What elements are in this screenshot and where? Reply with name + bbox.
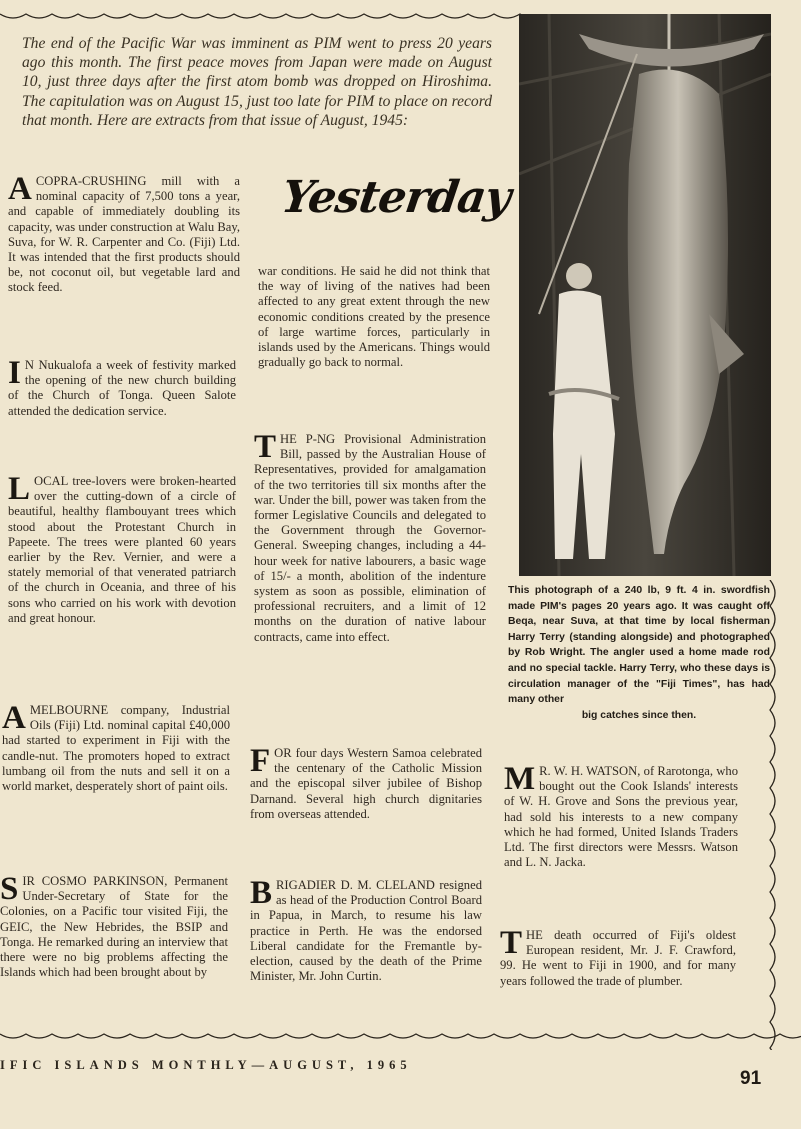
section-heading: Yesterday bbox=[278, 172, 514, 223]
article-text: MELBOURNE company, Industrial Oils (Fiji) Ltd. nominal capital £40,000 had started to experiment in Fiji with the candle-nut. The promoters hoped to extract lumbang oil from the nuts and sell it on a world market, desperately short of paint oils. bbox=[2, 703, 230, 794]
drop-cap: L bbox=[8, 471, 31, 507]
swordfish-photo bbox=[519, 14, 771, 576]
article-text: R. W. H. WATSON, of Rarotonga, who bought out the Cook Islands' interests of W. H. Grove and Sons the previous year, had sold his interests to a new company which he had formed, United Islands Traders Ltd. The first directors were Messrs. Watson and L. N. Jacka. bbox=[504, 764, 738, 870]
bottom-wave-rule bbox=[0, 1026, 801, 1042]
drop-cap: A bbox=[2, 700, 26, 736]
article-text: N Nukualofa a week of festivity marked the opening of the new church building of the Church of Tonga. Queen Salote attended the dedication service. bbox=[8, 358, 236, 418]
drop-cap: B bbox=[250, 875, 273, 911]
drop-cap: T bbox=[254, 429, 277, 465]
caption-last-line: big catches since then. bbox=[581, 709, 697, 721]
article-war-continued: war conditions. He said he did not think that the way of living of the natives had been affected to any great extent through the new economic conditions created by the presence of large wartime forces, particularly in islands used by the Americans. Things would gradually go back to normal. bbox=[258, 264, 490, 370]
article-cosmo bbox=[0, 871, 228, 980]
article-crawford bbox=[500, 925, 736, 989]
article-nukualofa bbox=[8, 355, 236, 419]
caption-text: This photograph of a 240 lb, 9 ft. 4 in. swordfish made PIM's pages 20 years ago. It was caught off Beqa, near Suva, at that time by local fisherman Harry Terry (standing alongside) and photographed by Rob Wright. The angler used a home made rod and no special tackle. Harry Terry, who these days is circulation manager of the "Fiji Times", has had many other bbox=[508, 585, 770, 706]
article-cleland bbox=[250, 875, 482, 984]
article-trees bbox=[8, 471, 236, 626]
drop-cap: I bbox=[8, 355, 21, 391]
swordfish-illustration bbox=[519, 14, 771, 576]
running-footer: IFIC ISLANDS MONTHLY—AUGUST, 1965 bbox=[0, 1058, 412, 1072]
article-text: HE death occurred of Fiji's oldest European resident, Mr. J. F. Crawford, 99. He went to Fiji in 1900, and for many years followed the trade of plumber. bbox=[500, 928, 736, 988]
article-png bbox=[254, 429, 486, 645]
article-text: IR COSMO PARKINSON, Permanent Under-Secretary of State for the Colonies, on a Pacific tour visited Fiji, the GEIC, the New Hebrides, the BSIP and Tonga. He remarked during an interview that there were no big problems affecting the Islands which had been brought about by bbox=[0, 874, 228, 980]
drop-cap: S bbox=[0, 871, 19, 907]
drop-cap: M bbox=[504, 761, 536, 797]
article-text: HE P-NG Provisional Administration Bill, passed by the Australian House of Representatives, provided for amalgamation of the two territories till six months after the war. Under the bill, power was taken from the former Legislative Councils and delegated to the Government through the Governor-General. Sweeping changes, including a 44-hour week for native labourers, a basic wage of 15/- a month, abolition of the indenture system as soon as possible, elimination of professional recruiters, and a limit of 12 months on the duration of native labour contracts, came into effect. bbox=[254, 432, 486, 644]
article-text: OR four days Western Samoa celebrated the centenary of the Catholic Mission and the episcopal silver jubilee of Bishop Darnand. Several high church dignitaries from overseas attended. bbox=[250, 746, 482, 821]
article-watson bbox=[504, 761, 738, 870]
article-melbourne bbox=[2, 700, 230, 794]
drop-cap: F bbox=[250, 743, 271, 779]
caption-wavy-bracket bbox=[762, 580, 784, 1050]
article-copra bbox=[8, 171, 240, 296]
photo-caption bbox=[508, 583, 770, 723]
article-samoa bbox=[250, 743, 482, 822]
page-number: 91 bbox=[740, 1068, 762, 1089]
drop-cap: A bbox=[8, 171, 32, 207]
article-text: RIGADIER D. M. CLELAND resigned as head of the Production Control Board in Papua, in March, to resume his law practice in Perth. He was the endorsed Liberal candidate for the Fremantle by-election, caused by the death of the Prime Minister, Mr. John Curtin. bbox=[250, 878, 482, 984]
drop-cap: T bbox=[500, 925, 523, 961]
intro-paragraph: The end of the Pacific War was imminent as PIM went to press 20 years ago this month. The first peace moves from Japan were made on August 10, just three days after the first atom bomb was dropped on Hiroshima. The capitulation was on August 15, just too late for PIM to place on record that month. Here are extracts from that issue of August, 1945: bbox=[22, 35, 492, 129]
article-text: OCAL tree-lovers were broken-hearted over the cutting-down of a circle of beautiful, healthy flambouyant trees which stood about the Protestant Church in Papeete. The trees were planted 60 years earlier by the Rev. Vernier, and were a stately memorial of that venerated patriarch of the church in Oceania, and three of his sons who carried on his work with devotion and great honour. bbox=[8, 474, 236, 625]
article-text: COPRA-CRUSHING mill with a nominal capacity of 7,500 tons a year, and capable of immediately doubling its capacity, was under construction at Walu Bay, Suva, for W. R. Carpenter and Co. (Fiji) Ltd. It was intended that the first products should be, not coconut oil, but vegetable lard and stock feed. bbox=[8, 174, 240, 295]
